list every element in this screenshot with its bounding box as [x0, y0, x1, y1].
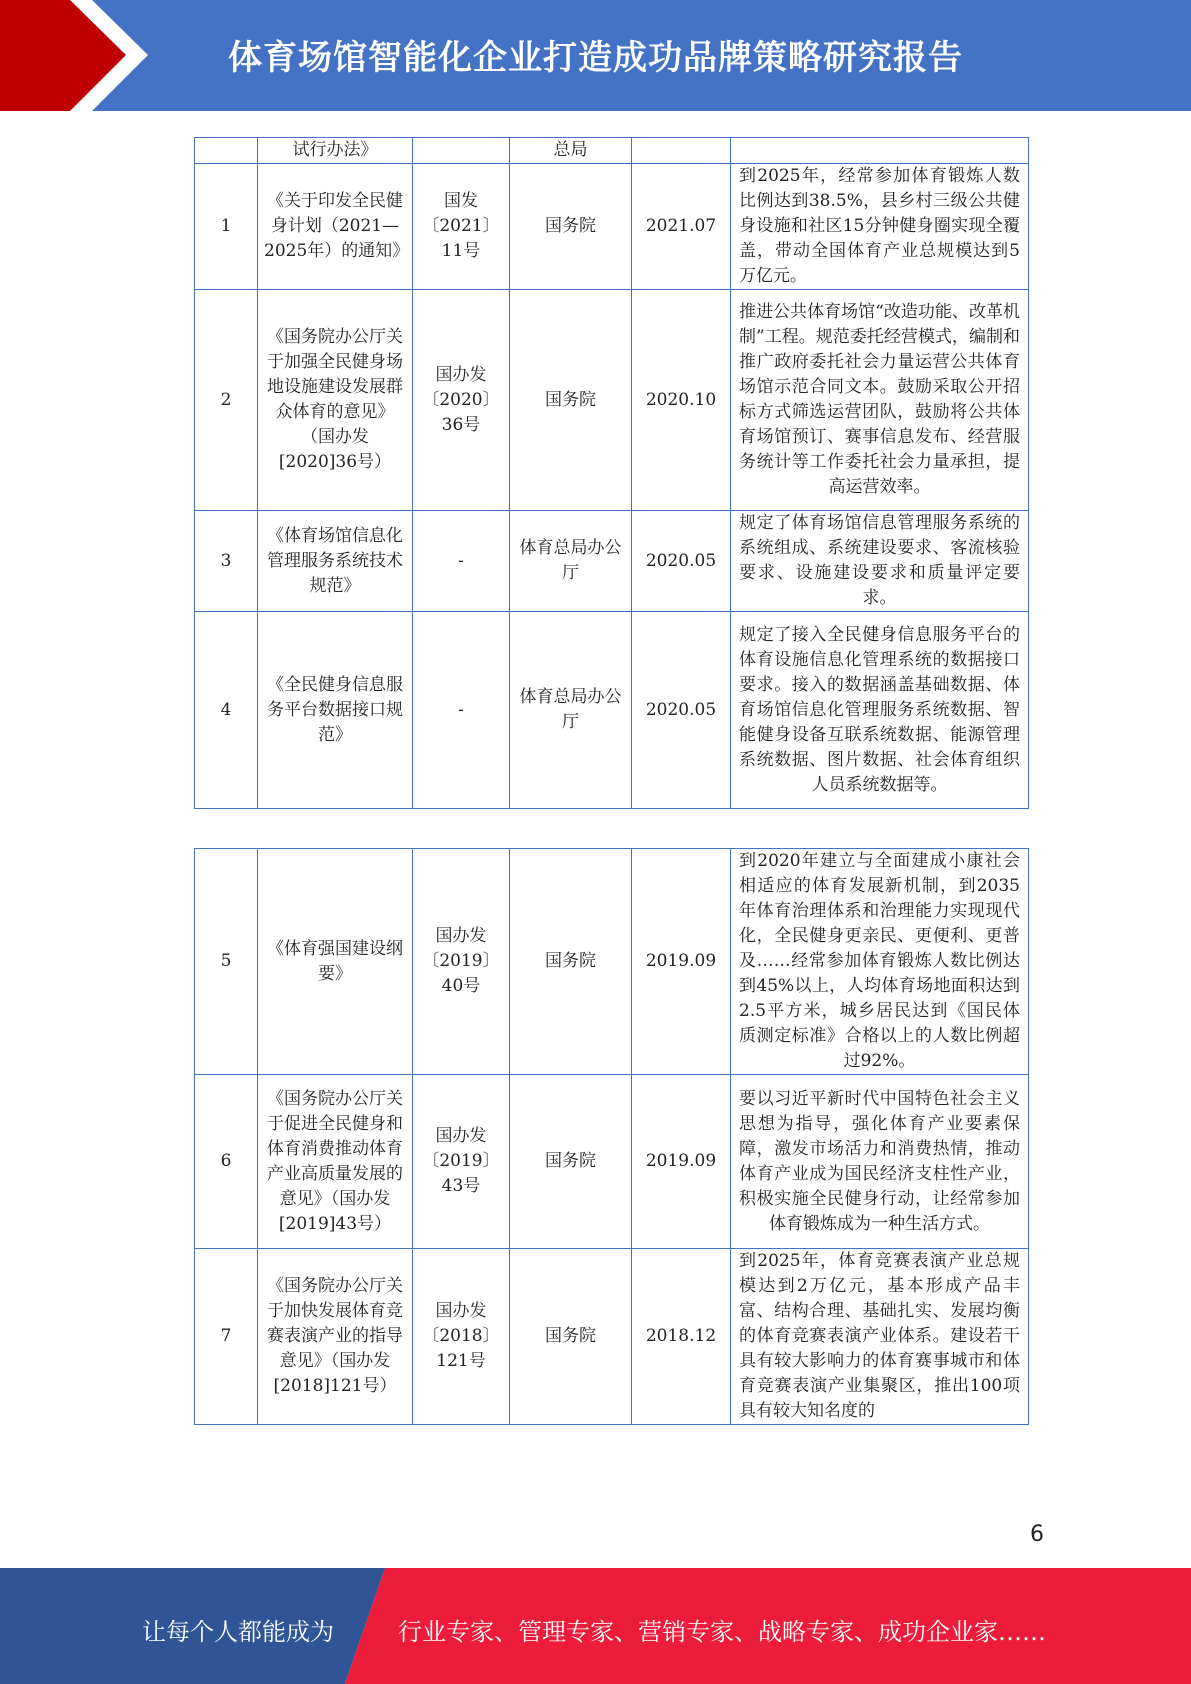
row-number: 6	[195, 1075, 258, 1249]
row-number: 7	[195, 1249, 258, 1425]
page-number: 6	[1030, 1522, 1044, 1547]
header-chevron-icon	[0, 0, 160, 111]
report-title: 体育场馆智能化企业打造成功品牌策略研究报告	[228, 38, 963, 78]
policy-name: 《全民健身信息服务平台数据接口规范》	[258, 612, 413, 809]
issue-date: 2018.12	[632, 1249, 731, 1425]
issue-date: 2021.07	[632, 164, 731, 290]
issue-date: 2019.09	[632, 1075, 731, 1249]
issuing-body: 国务院	[510, 1249, 632, 1425]
row-number: 1	[195, 164, 258, 290]
issue-date: 2020.05	[632, 612, 731, 809]
policy-content: 到2025年，经常参加体育锻炼人数比例达到38.5%，县乡村三级公共健身设施和社区15分钟健身圈实现全覆盖，带动全国体育产业总规模达到5万亿元。	[731, 164, 1029, 290]
row-number	[195, 138, 258, 164]
issue-date	[632, 138, 731, 164]
issuing-body: 国务院	[510, 164, 632, 290]
policy-content: 规定了体育场馆信息管理服务系统的系统组成、系统建设要求、客流核验要求、设施建设要求和质量评定要求。	[731, 511, 1029, 612]
table-row	[195, 164, 1029, 290]
issuing-body: 国务院	[510, 1075, 632, 1249]
row-number: 2	[195, 290, 258, 511]
row-number: 5	[195, 849, 258, 1075]
document-number: 国办发〔2019〕43号	[413, 1075, 510, 1249]
row-number: 3	[195, 511, 258, 612]
table-row	[195, 290, 1029, 511]
table-row	[195, 138, 1029, 164]
policy-content: 要以习近平新时代中国特色社会主义思想为指导，强化体育产业要素保障，激发市场活力和消费热情，推动体育产业成为国民经济支柱性产业，积极实施全民健身行动，让经常参加体育锻炼成为一种生活方式。	[731, 1075, 1029, 1249]
issue-date: 2020.10	[632, 290, 731, 511]
document-number	[413, 138, 510, 164]
issuing-body: 国务院	[510, 290, 632, 511]
policy-content: 推进公共体育场馆“改造功能、改革机制”工程。规范委托经营模式，编制和推广政府委托社会力量运营公共体育场馆示范合同文本。鼓励采取公开招标方式筛选运营团队，鼓励将公共体育场馆预订、赛事信息发布、经营服务统计等工作委托社会力量承担，提高运营效率。	[731, 290, 1029, 511]
policy-name: 《关于印发全民健身计划（2021—2025年）的通知》	[258, 164, 413, 290]
issuing-body: 体育总局办公厅	[510, 612, 632, 809]
row-number: 4	[195, 612, 258, 809]
policy-content	[731, 138, 1029, 164]
page-footer	[0, 1568, 1191, 1684]
document-number: 国办发〔2019〕40号	[413, 849, 510, 1075]
issue-date: 2019.09	[632, 849, 731, 1075]
page-header	[0, 0, 1191, 111]
document-number: 国办发〔2020〕36号	[413, 290, 510, 511]
policy-name: 试行办法》	[258, 138, 413, 164]
table-row	[195, 612, 1029, 809]
issue-date: 2020.05	[632, 511, 731, 612]
issuing-body: 国务院	[510, 849, 632, 1075]
policy-content: 规定了接入全民健身信息服务平台的体育设施信息化管理系统的数据接口要求。接入的数据涵盖基础数据、体育场馆信息化管理服务系统数据、智能健身设备互联系统数据、能源管理系统数据、图片数据、社会体育组织人员系统数据等。	[731, 612, 1029, 809]
table-row	[195, 849, 1029, 1075]
issuing-body: 总局	[510, 138, 632, 164]
footer-slogan-left: 让每个人都能成为	[142, 1618, 334, 1646]
issuing-body: 体育总局办公厅	[510, 511, 632, 612]
policy-name: 《国务院办公厅关于促进全民健身和体育消费推动体育产业高质量发展的意见》（国办发[2019]43号）	[258, 1075, 413, 1249]
policy-name: 《国务院办公厅关于加强全民健身场地设施建设发展群众体育的意见》（国办发[2020]36号）	[258, 290, 413, 511]
table-row	[195, 511, 1029, 612]
document-number: 国办发〔2018〕121号	[413, 1249, 510, 1425]
document-number: 国发〔2021〕11号	[413, 164, 510, 290]
table-row	[195, 1249, 1029, 1425]
footer-slogan-right: 行业专家、管理专家、营销专家、战略专家、成功企业家……	[398, 1618, 1046, 1646]
table-row	[195, 1075, 1029, 1249]
policy-table-continued	[194, 137, 1029, 809]
policy-name: 《体育场馆信息化管理服务系统技术规范》	[258, 511, 413, 612]
policy-name: 《体育强国建设纲要》	[258, 849, 413, 1075]
policy-content: 到2020年建立与全面建成小康社会相适应的体育发展新机制，到2035年体育治理体系和治理能力实现现代化，全民健身更亲民、更便利、更普及……经常参加体育锻炼人数比例达到45%以上，人均体育场地面积达到2.5平方米，城乡居民达到《国民体质测定标准》合格以上的人数比例超过92%。	[731, 849, 1029, 1075]
policy-content: 到2025年，体育竞赛表演产业总规模达到2万亿元，基本形成产品丰富、结构合理、基础扎实、发展均衡的体育竞赛表演产业体系。建设若干具有较大影响力的体育赛事城市和体育竞赛表演产业集聚区，推出100项具有较大知名度的	[731, 1249, 1029, 1425]
document-number: -	[413, 612, 510, 809]
document-number: -	[413, 511, 510, 612]
policy-table-page2	[194, 848, 1029, 1425]
policy-name: 《国务院办公厅关于加快发展体育竞赛表演产业的指导意见》（国办发[2018]121号）	[258, 1249, 413, 1425]
